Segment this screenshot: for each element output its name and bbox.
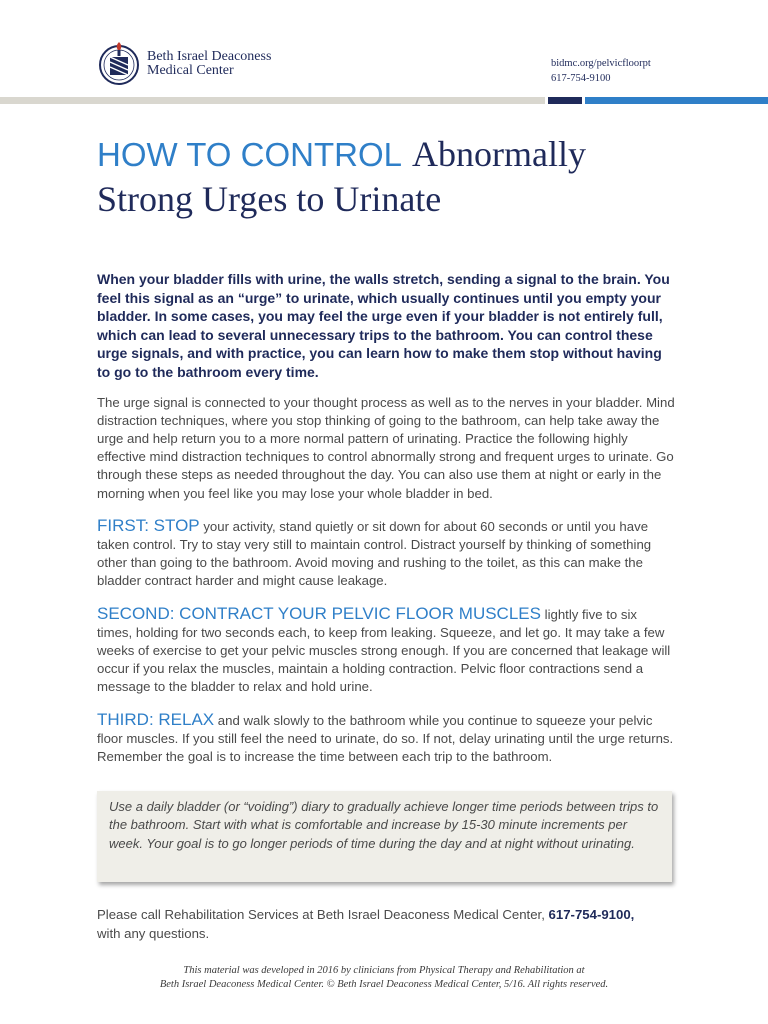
lead-paragraph: When your bladder fills with urine, the walls stretch, sending a signal to the brain. You feel this signal as an “urge” to urinate, which usually continues until you empty your bladder. In some cases, you may feel the urge even if your bladder is not entirely full, which can lead to several unnecessary trips to the bathroom. You can control these urge signals, and with practice, you can learn how to make them stop without having to go to the bathroom every time. [97, 271, 670, 380]
bidmc-crest-icon [96, 40, 142, 86]
step-first-heading: FIRST: STOP [97, 515, 200, 535]
closing-text-end: with any questions. [97, 925, 210, 941]
closing-paragraph [97, 906, 677, 943]
title-accent: HOW TO CONTROL [97, 136, 402, 173]
step-third-text: and walk slowly to the bathroom while you continue to squeeze your pelvic floor muscles. If you still feel the need to urinate, do so. If not, delay urinating until the urge returns. Remember the goal is to increase the time between each trip to the bathroom. [97, 712, 674, 765]
header-rule-gray [0, 97, 545, 104]
main-content [97, 132, 675, 766]
header-rule-navy [548, 97, 582, 104]
title-line2: Strong Urges to Urinate [97, 179, 442, 219]
step-second [97, 605, 675, 697]
org-name [147, 50, 271, 78]
step-first [97, 517, 675, 591]
header-phone: 617-754-9100 [551, 73, 611, 84]
header-rule-blue [585, 97, 768, 104]
page-footer [60, 964, 708, 992]
step-third-heading: THIRD: RELAX [97, 709, 215, 729]
contact-info [551, 56, 651, 86]
org-name-line1: Beth Israel Deaconess [147, 49, 272, 64]
org-name-line2: Medical Center [147, 63, 234, 78]
footer-line2: Beth Israel Deaconess Medical Center. © Beth Israel Deaconess Medical Center, 5/16. All rights reserved. [159, 979, 609, 991]
tip-callout-text: Use a daily bladder (or “voiding”) diary to gradually achieve longer time periods between trips to the bathroom. Start with what is comfortable and increase by 15-30 minute increments per week. Your goal is to go longer periods of time during the day and at night without urinating. [109, 799, 659, 851]
tip-callout-box [97, 791, 672, 882]
page-title [97, 132, 675, 221]
closing-text: Please call Rehabilitation Services at Beth Israel Deaconess Medical Center, [97, 907, 549, 922]
step-first-text: your activity, stand quietly or sit down for about 60 seconds or until you have taken control. Try to stay very still to maintain control. Distract yourself by thinking of something other than going to the bathroom. Avoid moving and rushing to the toilet, as this can make the bladder contract harder and might cause leakage. [97, 518, 652, 589]
intro-paragraph: The urge signal is connected to your thought process as well as to the nerves in your bladder. Mind distraction techniques, where you stop thinking of going to the bathroom, can help take away the urge and help return you to a more normal pattern of urinating. Practice the following highly effective mind distraction techniques to control abnormally strong and frequent urges to urinate. Go through these steps as needed throughout the day. You can also use them at night or early in the morning when you feel like you may lose your whole bladder in bed. [97, 394, 675, 501]
step-second-text: lightly five to six times, holding for two seconds each, to keep from leaking. Squeeze, and let go. It may take a few weeks of exercise to get your pelvic muscles strong enough. If you are concerned that leakage will occur if you relax the muscles, maintain a holding contraction. Pelvic floor contractions send a message to the bladder to relax and hold urine. [97, 606, 671, 695]
step-second-heading: SECOND: CONTRACT YOUR PELVIC FLOOR MUSCLES [97, 603, 541, 623]
website-link[interactable]: bidmc.org/pelvicfloorpt [551, 58, 651, 69]
closing-phone[interactable]: 617-754-9100, [548, 907, 635, 922]
step-third [97, 711, 675, 767]
footer-line1: This material was developed in 2016 by clinicians from Physical Therapy and Rehabilitation at [183, 965, 585, 976]
page-header [0, 0, 768, 106]
title-rest: Abnormally [411, 134, 586, 174]
